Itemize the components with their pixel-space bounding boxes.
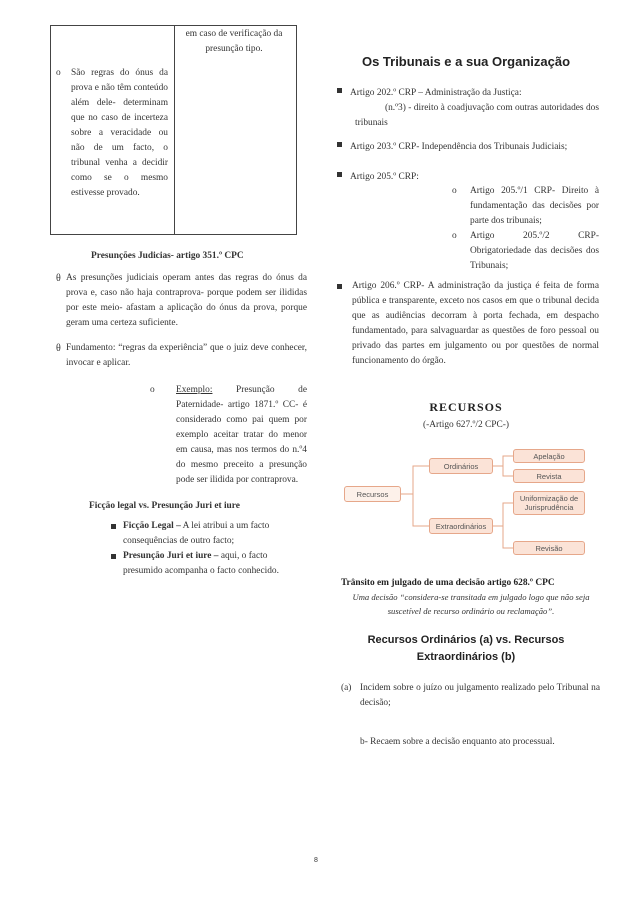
item-a-text: Incidem sobre o juízo ou julgamento realizado pelo Tribunal na decisão;: [360, 683, 600, 708]
square-bullet-icon: [337, 284, 342, 289]
diagram-node-ordinarios: Ordinários: [429, 458, 493, 474]
artigo-205-item: Artigo 205.º/1 CRP- Direito à fundamentação das decisões por parte dos tribunais;: [470, 186, 599, 226]
artigo-203-text: Artigo 203.º CRP- Independência dos Tribunais Judiciais;: [350, 142, 568, 152]
square-bullet-icon: [111, 524, 116, 529]
artigo-206-text: Artigo 206.º CRP- A administração da justiça é feita de forma pública e transparente, exceto nos casos em que o tribunal decida que as audiências decorram à porta fechada, em despacho fundamentado, para salvaguardar as questões de foro pessoal ou privado das partes em julgamento ou por questões de normal funcionamento do órgão.: [352, 281, 599, 366]
list-item: [111, 519, 306, 549]
tribunais-title: Os Tribunais e a sua Organização: [361, 54, 571, 69]
artigo-202-sub: (n.º3) - direito à coadjuvação com outras autoridades dos tribunais: [355, 103, 599, 128]
square-bullet-icon: [337, 88, 342, 93]
ordinarios-vs-extraordinarios: [360, 632, 572, 666]
exemplo-bullet: o: [150, 385, 155, 395]
list-bullet: o: [56, 68, 61, 78]
list-bullet: o: [452, 231, 457, 241]
recursos-reference: (-Artigo 627.º/2 CPC-): [423, 420, 509, 430]
ord-vs-extra-text: Recursos Ordinários (a) vs. Recursos Extraordinários (b): [367, 634, 565, 663]
recursos-diagram: [341, 446, 593, 572]
ficcao-item-text: aqui, o facto presumido acompanha o facto conhecido.: [123, 551, 279, 576]
theta-bullet: θ: [56, 273, 61, 284]
diagram-node-recursos: Recursos: [344, 486, 401, 502]
table-divider: [174, 26, 175, 234]
theta-bullet: θ: [56, 343, 61, 354]
page-number: 8: [314, 857, 318, 864]
table-left-text: São regras do ónus da prova e não têm conteúdo além dele- determinam que no caso de incerteza sobre a veracidade ou não de um facto, o tribunal venha a decidir como se o mesmo estivesse provado.: [71, 68, 168, 198]
item-b-text: b- Recaem sobre a decisão enquanto ato processual.: [360, 737, 555, 747]
fundamento-paragraph: Fundamento: “regras da experiência” que o juiz deve conhecer, invocar e aplicar.: [66, 343, 307, 368]
recursos-title: RECURSOS: [429, 400, 503, 414]
table-left-cell: [56, 66, 168, 201]
artigo-205: [337, 170, 599, 185]
artigo-203: [337, 140, 599, 155]
transito-text: Uma decisão “considera-se transitada em julgado logo que não seja suscetível de recurso ordinário ou reclamação”.: [352, 592, 590, 616]
presuncoes-title: Presunções Judicias- artigo 351.º CPC: [91, 251, 244, 261]
artigo-205-item: Artigo 205.º/2 CRP- Obrigatoriedade das decisões dos Tribunais;: [470, 231, 599, 271]
transito-title: Trânsito em julgado de uma decisão artigo 628.º CPC: [341, 578, 555, 588]
artigo-202-text: Artigo 202.º CRP – Administração da Justiça:: [350, 88, 522, 98]
presuncoes-paragraph: As presunções judiciais operam antes das regras do ónus da prova e, caso não haja contraprova- porque podem ser ilididas por este meio- afastam a aplicação do ónus da prova, porque geram uma certeza suficiente.: [66, 273, 307, 328]
table-right-cell: em caso de verificação da presunção tipo.: [185, 29, 283, 54]
exemplo-text: Presunção de Paternidade- artigo 1871.º CC- é considerado como pai quem por exemplo aceitar tratar do menor em causa, mas nos termos do n.º4 do mesmo preceito a presunção pode ser ilidida por contraprova.: [176, 385, 307, 485]
diagram-node-revisao: Revisão: [513, 541, 585, 555]
ficcao-title: Ficção legal vs. Presunção Juri et iure: [89, 501, 240, 511]
diagram-node-extraordinarios: Extraordinários: [429, 518, 493, 534]
exemplo-block: [176, 383, 307, 488]
diagram-node-apelacao: Apelação: [513, 449, 585, 463]
square-bullet-icon: [337, 172, 342, 177]
square-bullet-icon: [111, 554, 116, 559]
ficcao-item-label: Ficção Legal –: [123, 521, 181, 531]
diagram-node-uniformizacao: Uniformização de Jurisprudência: [513, 491, 585, 515]
list-bullet: o: [452, 186, 457, 196]
item-a-label: (a): [341, 683, 352, 693]
square-bullet-icon: [337, 142, 342, 147]
list-item: [111, 549, 306, 579]
ficcao-item-text: A lei atribui a um facto consequências de outro facto;: [123, 521, 270, 546]
artigo-205-text: Artigo 205.º CRP:: [350, 172, 419, 182]
exemplo-label: Exemplo:: [176, 385, 213, 395]
ficcao-list: [111, 519, 306, 579]
artigo-202: [337, 86, 599, 101]
diagram-node-revista: Revista: [513, 469, 585, 483]
artigo-206: [337, 279, 599, 369]
ficcao-item-label: Presunção Juri et iure –: [123, 551, 219, 561]
